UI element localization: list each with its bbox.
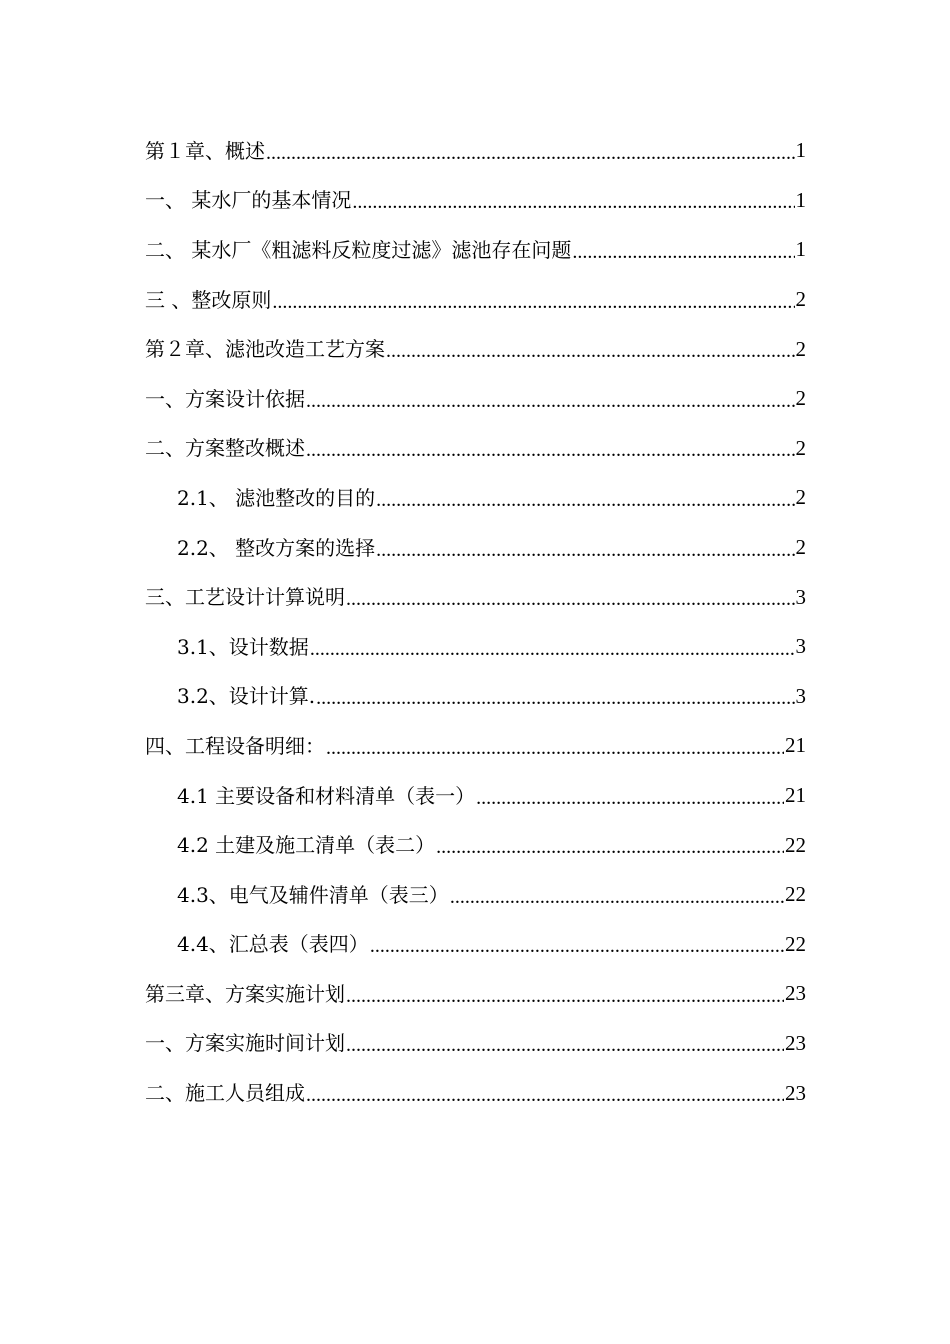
toc-entry[interactable] — [145, 1068, 806, 1118]
toc-entry-title: 一、方案设计依据 — [145, 386, 305, 411]
toc-entry[interactable] — [145, 275, 806, 325]
toc-entry-page: 22 — [785, 931, 806, 956]
toc-entry-page: 2 — [795, 336, 806, 361]
toc-entry-page: 21 — [785, 733, 806, 758]
toc-entry-title: 四、工程设备明细： — [145, 733, 325, 758]
table-of-contents — [145, 126, 806, 1118]
toc-entry-title: 2.2、 整改方案的选择 — [177, 535, 376, 560]
toc-entry-title: 一、方案实施时间计划 — [145, 1031, 345, 1056]
toc-entry-page: 1 — [795, 138, 806, 163]
toc-entry-page: 2 — [795, 485, 806, 510]
toc-dot-leader — [346, 986, 784, 1006]
toc-entry-page: 2 — [795, 435, 806, 460]
toc-entry-title: 二、 某水厂《粗滤料反粒度过滤》滤池存在问题 — [145, 237, 572, 262]
toc-dot-leader — [450, 887, 784, 907]
toc-entry-page: 2 — [795, 535, 806, 560]
toc-entry[interactable] — [145, 126, 806, 176]
toc-entry-title: 一、 某水厂的基本情况 — [145, 188, 352, 213]
toc-dot-leader — [386, 341, 795, 361]
toc-entry-title: 第２章、滤池改造工艺方案 — [145, 337, 385, 362]
toc-dot-leader — [352, 192, 794, 212]
toc-entry-page: 23 — [785, 981, 806, 1006]
toc-entry-title: 3.2、设计计算. — [177, 684, 316, 709]
toc-dot-leader — [476, 788, 784, 808]
toc-entry-title: 2.1、 滤池整改的目的 — [177, 485, 376, 510]
toc-entry[interactable] — [145, 672, 806, 722]
toc-entry-page: 22 — [785, 882, 806, 907]
toc-entry[interactable] — [145, 622, 806, 672]
toc-entry[interactable] — [145, 324, 806, 374]
toc-entry-page: 23 — [785, 1030, 806, 1055]
toc-dot-leader — [306, 1085, 784, 1105]
toc-dot-leader — [310, 639, 795, 659]
toc-entry[interactable] — [145, 820, 806, 870]
toc-dot-leader — [370, 936, 784, 956]
toc-entry[interactable] — [145, 771, 806, 821]
toc-entry-title: 三 、整改原则 — [145, 287, 272, 312]
toc-entry[interactable] — [145, 721, 806, 771]
toc-entry-page: 1 — [795, 237, 806, 262]
toc-entry-title: 4.4、汇总表（表四） — [177, 932, 369, 957]
toc-entry-page: 23 — [785, 1080, 806, 1105]
toc-entry-title: 第三章、方案实施计划 — [145, 981, 345, 1006]
toc-entry-page: 21 — [785, 783, 806, 808]
toc-dot-leader — [316, 688, 794, 708]
toc-entry[interactable] — [145, 870, 806, 920]
toc-entry[interactable] — [145, 1019, 806, 1069]
toc-entry-page: 3 — [795, 584, 806, 609]
toc-entry[interactable] — [145, 374, 806, 424]
toc-dot-leader — [436, 837, 784, 857]
toc-dot-leader — [376, 490, 794, 510]
toc-entry-title: 第１章、概述 — [145, 138, 265, 163]
toc-entry-page: 3 — [795, 634, 806, 659]
toc-dot-leader — [266, 143, 795, 163]
toc-entry[interactable] — [145, 572, 806, 622]
toc-entry-title: 二、方案整改概述 — [145, 436, 305, 461]
toc-entry-title: 4.3、电气及辅件清单（表三） — [177, 882, 449, 907]
toc-dot-leader — [346, 1035, 784, 1055]
toc-dot-leader — [306, 440, 795, 460]
toc-entry-title: 三、工艺设计计算说明 — [145, 585, 345, 610]
toc-dot-leader — [272, 292, 794, 312]
toc-entry-page: 1 — [795, 187, 806, 212]
toc-dot-leader — [326, 738, 784, 758]
toc-entry-title: 4.1 主要设备和材料清单（表一） — [177, 783, 476, 808]
toc-dot-leader — [572, 242, 794, 262]
toc-dot-leader — [346, 589, 795, 609]
toc-entry-page: 2 — [795, 386, 806, 411]
toc-dot-leader — [306, 391, 795, 411]
toc-entry-page: 22 — [785, 832, 806, 857]
toc-entry-title: 二、施工人员组成 — [145, 1081, 305, 1106]
toc-entry-page: 3 — [795, 683, 806, 708]
toc-entry[interactable] — [145, 523, 806, 573]
toc-dot-leader — [376, 540, 794, 560]
toc-entry-title: 4.2 土建及施工清单（表二） — [177, 833, 436, 858]
toc-entry[interactable] — [145, 424, 806, 474]
toc-entry[interactable] — [145, 225, 806, 275]
toc-entry-page: 2 — [795, 287, 806, 312]
toc-entry[interactable] — [145, 176, 806, 226]
toc-entry[interactable] — [145, 473, 806, 523]
toc-entry[interactable] — [145, 920, 806, 970]
toc-entry[interactable] — [145, 969, 806, 1019]
toc-entry-title: 3.1、设计数据 — [177, 634, 309, 659]
